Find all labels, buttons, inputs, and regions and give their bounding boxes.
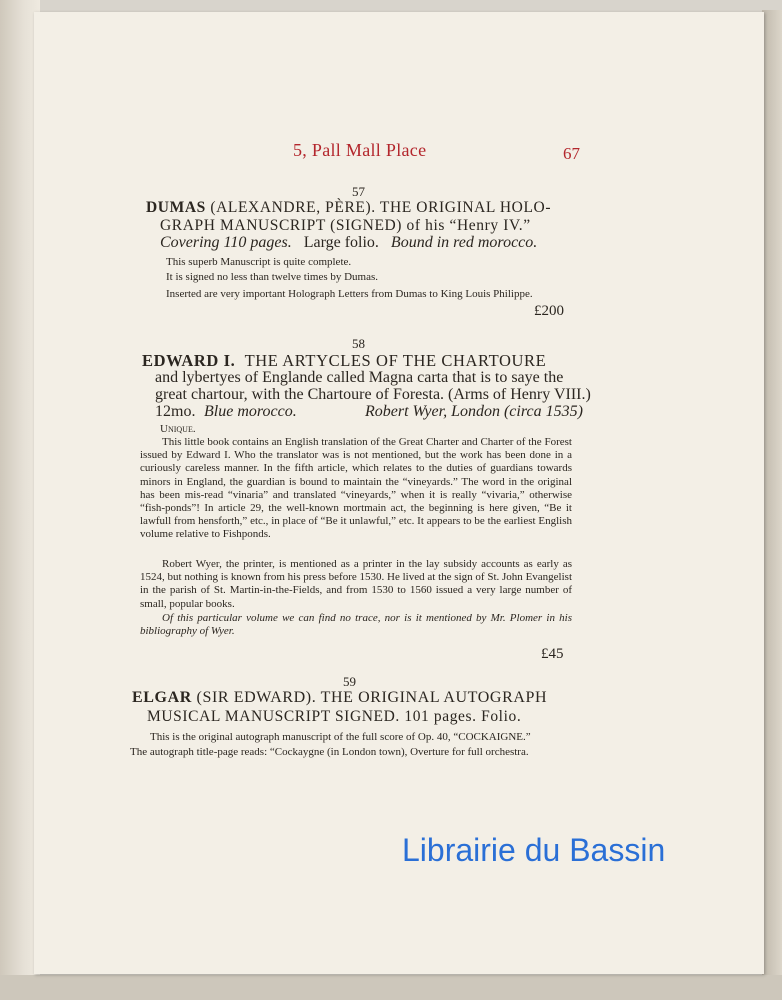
lot-57-number: 57 — [352, 184, 365, 199]
lot-58-title-rest: THE ARTYCLES OF THE CHARTOURE — [244, 351, 547, 370]
lot-58-imprint: Robert Wyer, London (circa 1535) — [365, 403, 583, 420]
lot-57-author: DUMAS — [146, 199, 206, 216]
lot-58-format: 12mo. — [155, 403, 196, 420]
lot-58-author: EDWARD I. — [142, 351, 236, 370]
lot-58-binding: Blue morocco. — [204, 403, 297, 420]
lot-57-title-line2: GRAPH MANUSCRIPT (SIGNED) of his “Henry IV.” — [160, 217, 531, 234]
lot-59-title-line2: MUSICAL MANUSCRIPT SIGNED. 101 pages. Folio. — [147, 708, 522, 725]
lot-59-title-line1 — [132, 689, 547, 707]
lot-57-price: £200 — [534, 303, 564, 319]
lot-58-title-line2: and lybertyes of Englande called Magna carta that is to saye the — [155, 369, 564, 386]
lot-57-note-2: It is signed no less than twelve times by Dumas. — [166, 271, 379, 283]
lot-57-description — [160, 234, 537, 252]
lot-59-number: 59 — [343, 674, 356, 689]
lot-57-title-rest: (ALEXANDRE, PÈRE). THE ORIGINAL HOLO- — [210, 199, 552, 216]
lot-57-note-1: This superb Manuscript is quite complete. — [166, 256, 352, 268]
lot-58-paragraph-2: Robert Wyer, the printer, is mentioned as a printer in the lay subsidy accounts as early as 1524, but nothing is known from his press before 1530. He lived at the sign of St. John Evangelist in the parish of St. Martin-in-the-Fields, and from 1530 to 1560 issued a very large number of small, popular books. — [140, 558, 572, 610]
bookseller-watermark: Librairie du Bassin — [402, 832, 666, 868]
running-head: 5, Pall Mall Place — [293, 140, 427, 160]
lot-57-pages: Covering 110 pages. — [160, 234, 292, 251]
lot-59-title-rest: (SIR EDWARD). THE ORIGINAL AUTOGRAPH — [196, 689, 548, 706]
book-cover-edge — [762, 10, 782, 1000]
lot-58-number: 58 — [352, 336, 365, 351]
lot-58-unique: Unique. — [160, 423, 196, 435]
lot-57-binding: Bound in red morocco. — [390, 234, 538, 251]
lot-58-paragraph-3: Of this particular volume we can find no trace, nor is it mentioned by Mr. Plomer in his bibliography of Wyer. — [140, 612, 572, 638]
lot-58-title-line3: great chartour, with the Chartoure of Foresta. (Arms of Henry VIII.) — [155, 386, 591, 403]
lot-59-author: ELGAR — [132, 689, 192, 706]
lot-59-note-2: The autograph title-page reads: “Cockaygne (in London town), Overture for full orchestra. — [130, 746, 529, 758]
lot-58-paragraph-1: This little book contains an English translation of the Great Charter and Charter of the Forest issued by Edward I. Who the translator was is not mentioned, but the work has been done in a curiously careless manner. In the fifth article, which relates to the duties of guardians towards minors in England, the guardian is bound to maintain the “vineyards.” The word in the original has been mis-read “vinaria” and translated “vineyards,” when it is really “vivaria,” otherwise “fish-ponds”! In article 29, the well-known mortmain act, the beginning is here given, “Be it lawfull from hensforth,” etc., in place of “Be it unlawful,” etc. It appears to be the earliest English volume relative to Fishponds. — [140, 436, 572, 541]
lot-57-format: Large folio. — [303, 234, 379, 251]
lot-58-title-line1 — [142, 351, 546, 371]
lot-57-note-3: Inserted are very important Holograph Letters from Dumas to King Louis Philippe. — [166, 288, 533, 300]
lot-57-title-line1 — [146, 199, 551, 217]
lot-59-note-1: This is the original autograph manuscript of the full score of Op. 40, “COCKAIGNE.” — [150, 731, 531, 743]
book-bottom-edge — [0, 975, 782, 1000]
lot-58-price: £45 — [541, 646, 564, 662]
page-number: 67 — [563, 144, 580, 163]
